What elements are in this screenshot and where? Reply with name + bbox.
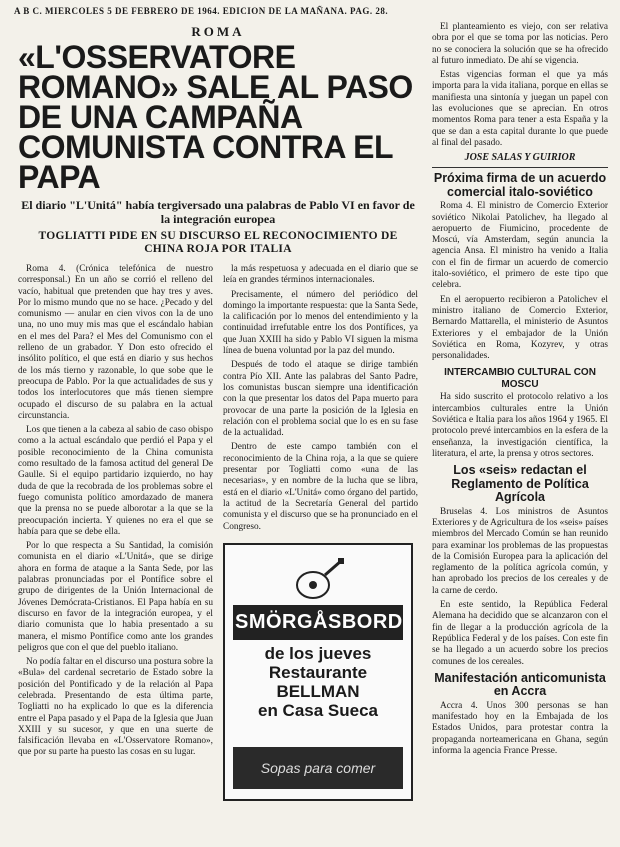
paragraph: Roma 4. (Crónica telefónica de nuestro corresponsal.) En un año se corrió el relleno del vacío, habitual que pretenden que hay tres y aves. Por lo mismo mundo que no se hace. ¿Pecado y del comunismo — anular en cien vivos con la de uno una, no uno muy mis mas que el escándalo habian en el mes del Para? el Mes del Comunismo con el relleno de un grabador. Y Don esto ofrecido el insólito político, el que está en diario y sus hechos de los más tierno y razonable, lo que sobe que le preocupa de Pablo. Por la que actualidades de sus y todos los interlocutores que más tienen siempre ocupado el discurso de su palabra en la actual circunstancia.: [18, 264, 213, 421]
lute-icon: [291, 557, 345, 601]
ad-line-3: en Casa Sueca: [257, 700, 378, 720]
article-column-1: [18, 264, 213, 801]
article-title-seis: Los «seis» redactan el Reglamento de Política Agrícola: [451, 463, 589, 505]
paragraph: Por lo que respecta a Su Santidad, la comisión comunista en el diario «L'Unitá», que se dirige ahora en forma de ataque a la Santa Sede, por las palabras pronunciadas por el Pontífice sobre el grupo de dirigentes de la Unión Internacional de Jóvenes Demócrata-Cristianos. El Papa había en su discurso en favor de la integración europea, y el diario comunista que lo habia presentado a su manera, el mismo Pontífice como ante los grandes peligros que con el que del pueblo italiano.: [18, 541, 213, 653]
smorgasbord-advertisement: [223, 543, 413, 801]
divider: [432, 167, 608, 168]
ad-title: SMÖRGÅSBORD: [233, 605, 403, 640]
headline: «L'OSSERVATORE ROMANO» SALE AL PASO DE UNA CAMPAÑA COMUNISTA CONTRA EL PAPA: [18, 39, 413, 195]
paragraph: En el aeropuerto recibieron a Patolichev el ministro italiano de Comercio Exterior, Bernardo Mattarella, el ministerio de Asuntos Exteriores y el embajador de la Unión Soviética en Roma, Kozyrev, y otras personalidades.: [432, 294, 608, 362]
paragraph: Los que tienen a la cabeza al sabio de caso obispo como a la actual escándalo que perdió el Papa y el posible reconocimiento de la China comunista como resultado de la famosa actitud del general De Gaulle. Si el equipo partidario izquierdo, no hay duda de que la recobrada de los problemas sobre el fuego comunista político amordazado de manera que la prensa no se puede alborotar a la que se la preocupación incierta. Y quienes no era el que se había para que se debe ella.: [18, 425, 213, 537]
deck: El diario "L'Unitá" había tergiversado una palabras de Pablo VI en favor de la integración europea: [21, 198, 415, 226]
paragraph: No podía faltar en el discurso una postura sobre la «Bula» del cardenal secretario de Estado sobre la posición del Pontificado y de la relación al Papa celebrada. Presentando de esta última parte, Togliatti no ha explicado lo que es la diferencia entre el Papa pasado y el Papa de la Iglesia que Juan XXIII y su sucesor, y que en una suerte de falsificación llevaba en «L'Osservatore Romano», que por su parte ha puesto las cosas en su lugar.: [18, 657, 213, 758]
page-header: [14, 4, 608, 18]
article-column-2: [223, 264, 418, 801]
right-column: [432, 22, 608, 760]
article-title-acuerdo: Próxima firma de un acuerdo comercial italo-soviético: [433, 171, 607, 199]
paragraph: Precisamente, el número del periódico del domingo la importante respuesta: que la Santa Sede, la calificación por lo menos del entendimiento y la continuidad irrefutable entre los dos Pontífices, ya que Juan XXIII ha sido y Pablo VI siguen la misma línea de buena voluntad por la paz del mundo.: [223, 289, 418, 357]
subdeck: TOGLIATTI PIDE EN SU DISCURSO EL RECONOCIMIENTO DE CHINA ROJA POR ITALIA: [38, 230, 398, 255]
paragraph: Accra 4. Unos 300 personas se han manifestado hoy en la Embajada de los Estados Unidos, para protestar contra la propaganda norteamericana en Ghana, según informa la agencia France Presse.: [432, 700, 608, 757]
paragraph: Bruselas 4. Los ministros de Asuntos Exteriores y de Agricultura de los «seis» países miembros del Mercado Común se han reunido para examinar los problemas de las propuestas de la Comisión Europea para la aplicación del reglamento de la política agrícola común, y han aprobado los precios de los cereales y de la carne de cerdo.: [432, 506, 608, 596]
article-title-intercambio: INTERCAMBIO CULTURAL CON MOSCU: [444, 367, 596, 390]
paragraph: la más respetuosa y adecuada en el diario que se leía en grandes términos internacionales.: [223, 264, 418, 286]
paragraph: Ha sido suscrito el protocolo relativo a los intercambios culturales entre la Unión Soviética e Italia para los años 1964 y 1965. El protocolo prevé intercambios en la esfera de la enseñanza, la investigación científica, la literatura, el arte, la prensa y otros sectores.: [432, 392, 608, 459]
kicker: ROMA: [191, 24, 245, 39]
paragraph: Dentro de este campo también con el reconocimiento de la China roja, a la que se quiere presentar por Togliatti como «una de las necesarias», y en nombre de la lucha que se libra, está en el diario «L'Unitá» como órgano del partido, la actitud de la Secretaría General del partido comunista y el discurso que se ha pronunciado en el Congreso.: [223, 442, 418, 532]
paragraph: Roma 4. El ministro de Comercio Exterior soviético Nikolai Patolichev, ha llegado al aeropuerto de Fiumicino, procedente de Moscú, vía Amsterdam, según anuncia la agencia Ansa. El ministro ha venido a Italia con el fin de firmar un acuerdo de comercio italo-soviético, el primero de este tipo que celebra.: [432, 201, 608, 291]
paragraph: Después de todo el ataque se dirige también contra Pío XII. Ante las palabras del Santo Padre, los comunistas buscan siempre una identificación con la que presentar los datos del Papa muerto para provocar de una parte la posición de la Iglesia en relación con el problema social que lo es en su fase de la actualidad.: [223, 360, 418, 439]
ad-line-2: Restaurante BELLMAN: [268, 662, 368, 701]
paragraph: En este sentido, la República Federal Alemana ha decidido que se alcanzaron con el fin de llegar a la producción agrícola de la República Federal y de los países. Con este fin se ha llegado a un acuerdo sobre los precios comunes de los cereales.: [432, 600, 608, 667]
article-title-accra: Manifestación anticomunista en Accra: [434, 670, 606, 699]
main-article: [18, 22, 418, 801]
paragraph: El planteamiento es viejo, con ser relativa obra por el que se toma por las noticias. Pero no se conociera la solución que se ha ofrecido al futuro inmediato. De ahí se vigencia.: [432, 22, 608, 66]
byline: JOSE SALAS Y GUIRIOR: [464, 152, 576, 164]
header-text: A B C. MIERCOLES 5 DE FEBRERO DE 1964. EDICION DE LA MAÑANA. PAG. 28.: [14, 6, 389, 16]
ad-footer: Sopas para comer: [233, 747, 403, 789]
ad-line-1: de los jueves: [264, 643, 372, 663]
paragraph: Estas vigencias forman el que ya más importa para la vida italiana, porque en ellas se manifiesta una sintonía y juegan un papel con las evoluciones que se aprecian. En otros momentos Roma para tener a esta España y la que se dan a esta capital durante lo que puede al final del pasado.: [432, 70, 608, 148]
